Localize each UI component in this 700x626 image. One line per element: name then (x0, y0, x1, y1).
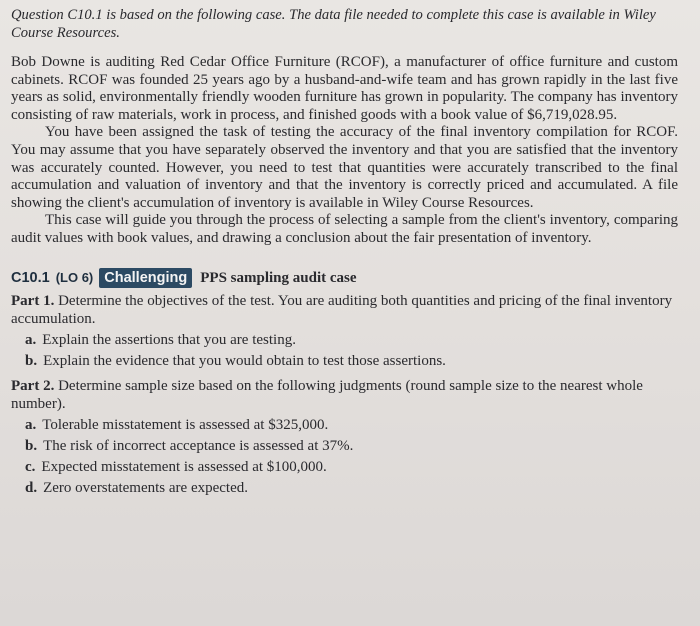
case-title: PPS sampling audit case (200, 269, 357, 286)
part-2-label: Part 2. (11, 377, 55, 394)
part-2-items (11, 416, 678, 498)
part-2-item-c (25, 458, 678, 477)
case-paragraph-2: You have been assigned the task of testing the accuracy of the final inventory compilation for RCOF. You may assume that you have separately observed the inventory and that you are satisfied that the inventory was accurately counted. However, you need to test that quantities were accurately transcribed to the final accumulation and valuation of inventory and that the inventory is correctly priced and accumulated. A file showing the client's accumulation of inventory is available in Wiley Course Resources. (11, 124, 678, 211)
item-text: Zero overstatements are expected. (43, 479, 248, 496)
item-letter: a. (25, 331, 37, 348)
item-text: Explain the assertions that you are testing. (42, 331, 296, 348)
learning-objective: (LO 6) (55, 269, 94, 285)
case-heading (11, 268, 678, 288)
difficulty-badge: Challenging (99, 268, 192, 288)
part-2-item-d (25, 479, 678, 498)
part-1-item-a (25, 331, 678, 350)
case-paragraph-3: This case will guide you through the process of selecting a sample from the client's inventory, comparing audit values with book values, and drawing a conclusion about the fair presentation of inventory. (11, 212, 678, 246)
item-text: Explain the evidence that you would obtain to test those assertions. (43, 352, 446, 369)
item-letter: c. (25, 458, 36, 475)
part-1-label: Part 1. (11, 292, 55, 309)
item-text: Expected misstatement is assessed at $100,000. (41, 458, 327, 475)
part-2-text: Determine sample size based on the following judgments (round sample size to the nearest whole number). (11, 377, 643, 412)
part-1-prompt (11, 292, 678, 328)
part-2 (11, 377, 678, 498)
part-1-items (11, 331, 678, 371)
item-letter: d. (25, 479, 38, 496)
case-intro-note: Question C10.1 is based on the following case. The data file needed to complete this case is available in Wiley Course Resources. (11, 7, 656, 41)
part-2-prompt (11, 377, 678, 413)
item-text: The risk of incorrect acceptance is assessed at 37%. (43, 437, 354, 454)
part-2-item-a (25, 416, 678, 435)
item-letter: b. (25, 352, 38, 369)
part-1-item-b (25, 352, 678, 371)
case-paragraph-1: Bob Downe is auditing Red Cedar Office Furniture (RCOF), a manufacturer of office furniture and custom cabinets. RCOF was founded 25 years ago by a husband-and-wife team and has grown rapidly in the last five years as solid, environmentally friendly wooden furniture has grown in popularity. The company has inventory consisting of raw materials, work in process, and finished goods with a book value of $6,719,028.95. (11, 54, 678, 123)
part-1-text: Determine the objectives of the test. You are auditing both quantities and pricing of the final inventory accumulation. (11, 292, 673, 327)
part-2-item-b (25, 437, 678, 456)
item-letter: a. (25, 416, 37, 433)
item-text: Tolerable misstatement is assessed at $325,000. (42, 416, 329, 433)
item-letter: b. (25, 437, 38, 454)
part-1 (11, 292, 678, 371)
case-code: C10.1 (11, 269, 50, 286)
